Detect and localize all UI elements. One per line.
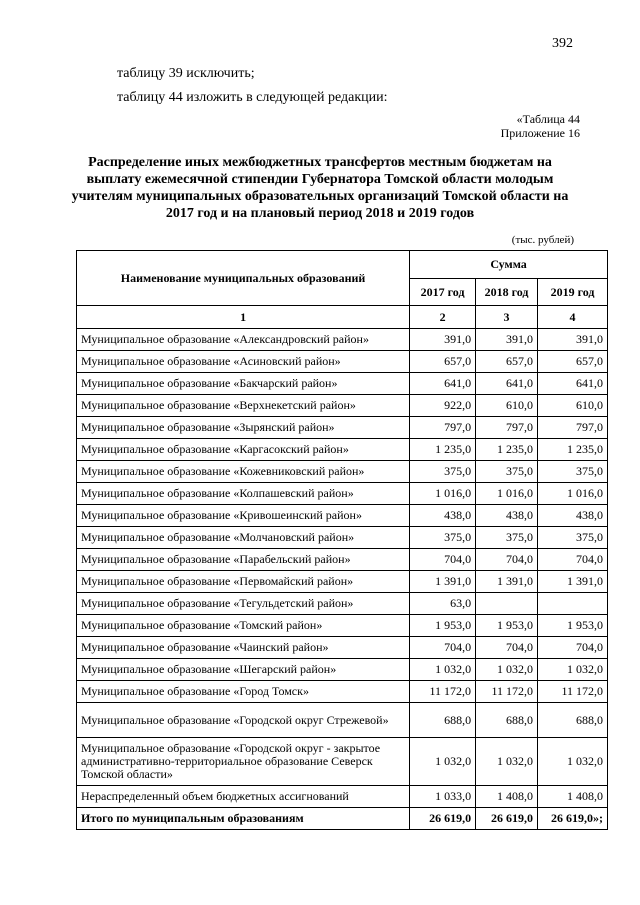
instruction-line-1: таблицу 39 исключить; [117, 66, 255, 81]
instruction-line-2: таблицу 44 изложить в следующей редакции: [117, 90, 388, 105]
row-value-2019: 391,0 [538, 329, 608, 351]
header-year-2018: 2018 год [476, 279, 538, 306]
table-caption [501, 112, 580, 140]
row-value-2017: 375,0 [410, 527, 476, 549]
row-value-2018: 1 953,0 [476, 615, 538, 637]
row-value-2019: 1 235,0 [538, 439, 608, 461]
row-value-2017: 1 033,0 [410, 786, 476, 808]
table-row [77, 351, 608, 373]
row-name: Муниципальное образование «Асиновский район» [77, 351, 410, 373]
table-label: «Таблица 44 [516, 112, 580, 126]
appendix-label: Приложение 16 [500, 126, 580, 140]
row-name: Муниципальное образование «Кожевниковский район» [77, 461, 410, 483]
table-row [77, 738, 608, 786]
header-year-2017: 2017 год [410, 279, 476, 306]
row-name: Муниципальное образование «Зырянский район» [77, 417, 410, 439]
row-value-2018: 375,0 [476, 461, 538, 483]
row-value-2019: 688,0 [538, 703, 608, 738]
row-name: Муниципальное образование «Каргасокский район» [77, 439, 410, 461]
row-value-2018: 704,0 [476, 549, 538, 571]
table-row [77, 417, 608, 439]
row-name: Нераспределенный объем бюджетных ассигнований [77, 786, 410, 808]
row-value-2017: 438,0 [410, 505, 476, 527]
table-row [77, 571, 608, 593]
table-body [77, 329, 608, 830]
row-value-2017: 657,0 [410, 351, 476, 373]
row-value-2018: 688,0 [476, 703, 538, 738]
row-value-2018: 1 408,0 [476, 786, 538, 808]
row-value-2018: 797,0 [476, 417, 538, 439]
table-row [77, 615, 608, 637]
table-row [77, 329, 608, 351]
row-name: Муниципальное образование «Чаинский район» [77, 637, 410, 659]
row-value-2017: 1 235,0 [410, 439, 476, 461]
row-name: Муниципальное образование «Кривошеинский район» [77, 505, 410, 527]
row-value-2017: 704,0 [410, 549, 476, 571]
table-row [77, 549, 608, 571]
table-row [77, 505, 608, 527]
row-name: Муниципальное образование «Томский район» [77, 615, 410, 637]
row-value-2019: 610,0 [538, 395, 608, 417]
row-value-2018: 704,0 [476, 637, 538, 659]
table-row [77, 637, 608, 659]
row-value-2019: 1 032,0 [538, 659, 608, 681]
table-row [77, 483, 608, 505]
row-name: Муниципальное образование «Первомайский район» [77, 571, 410, 593]
row-value-2018: 438,0 [476, 505, 538, 527]
row-value-2017: 704,0 [410, 637, 476, 659]
row-value-2019: 657,0 [538, 351, 608, 373]
row-value-2017: 375,0 [410, 461, 476, 483]
row-value-2019 [538, 593, 608, 615]
row-value-2017: 1 032,0 [410, 738, 476, 786]
col-number: 3 [476, 306, 538, 329]
row-name: Муниципальное образование «Александровский район» [77, 329, 410, 351]
table-row [77, 703, 608, 738]
header-sum: Сумма [410, 251, 608, 279]
row-value-2018: 1 235,0 [476, 439, 538, 461]
distribution-table [76, 250, 608, 830]
row-name: Муниципальное образование «Колпашевский район» [77, 483, 410, 505]
row-value-2017: 1 953,0 [410, 615, 476, 637]
col-number: 1 [77, 306, 410, 329]
row-value-2019: 1 032,0 [538, 738, 608, 786]
header-name: Наименование муниципальных образований [77, 251, 410, 306]
table-row [77, 395, 608, 417]
row-name: Муниципальное образование «Шегарский район» [77, 659, 410, 681]
row-name: Муниципальное образование «Парабельский район» [77, 549, 410, 571]
row-name: Муниципальное образование «Город Томск» [77, 681, 410, 703]
row-value-2019: 11 172,0 [538, 681, 608, 703]
row-value-2018: 610,0 [476, 395, 538, 417]
row-value-2017: 11 172,0 [410, 681, 476, 703]
row-name: Муниципальное образование «Верхнекетский район» [77, 395, 410, 417]
row-value-2019: 1 016,0 [538, 483, 608, 505]
row-value-2019: 438,0 [538, 505, 608, 527]
row-value-2017: 688,0 [410, 703, 476, 738]
row-value-2018: 657,0 [476, 351, 538, 373]
table-row [77, 786, 608, 808]
row-value-2019: 704,0 [538, 637, 608, 659]
row-name: Муниципальное образование «Тегульдетский район» [77, 593, 410, 615]
row-value-2017: 922,0 [410, 395, 476, 417]
row-value-2017: 797,0 [410, 417, 476, 439]
row-value-2018: 1 032,0 [476, 659, 538, 681]
col-number: 2 [410, 306, 476, 329]
row-name: Муниципальное образование «Городской округ - закрытое административно-территориальное образование Северск Томской области» [77, 738, 410, 786]
row-name: Муниципальное образование «Бакчарский район» [77, 373, 410, 395]
units-note: (тыс. рублей) [511, 234, 574, 246]
row-value-2018: 11 172,0 [476, 681, 538, 703]
row-value-2018: 391,0 [476, 329, 538, 351]
row-value-2018: 641,0 [476, 373, 538, 395]
row-name: Муниципальное образование «Городской округ Стрежевой» [77, 703, 410, 738]
row-value-2018: 1 391,0 [476, 571, 538, 593]
row-value-2018: 1 016,0 [476, 483, 538, 505]
row-value-2019: 704,0 [538, 549, 608, 571]
header-year-2019: 2019 год [538, 279, 608, 306]
row-value-2019: 375,0 [538, 461, 608, 483]
row-value-2017: 641,0 [410, 373, 476, 395]
table-row [77, 527, 608, 549]
table-row [77, 439, 608, 461]
total-2017: 26 619,0 [410, 808, 476, 830]
row-value-2017: 1 391,0 [410, 571, 476, 593]
row-value-2017: 1 016,0 [410, 483, 476, 505]
page-number: 392 [552, 36, 573, 51]
table-row [77, 659, 608, 681]
total-name: Итого по муниципальным образованиям [77, 808, 410, 830]
row-value-2017: 391,0 [410, 329, 476, 351]
table-row [77, 461, 608, 483]
document-title: Распределение иных межбюджетных трансфертов местным бюджетам на выплату ежемесячной стипендии Губернатора Томской области молодым учителям муниципальных образовательных организаций Томской области на 2017 год и на плановый период 2018 и 2019 годов [71, 155, 569, 221]
row-value-2018: 375,0 [476, 527, 538, 549]
table-row [77, 373, 608, 395]
total-2018: 26 619,0 [476, 808, 538, 830]
row-name: Муниципальное образование «Молчановский район» [77, 527, 410, 549]
total-2019: 26 619,0»; [538, 808, 608, 830]
row-value-2019: 1 953,0 [538, 615, 608, 637]
row-value-2019: 375,0 [538, 527, 608, 549]
total-row [77, 808, 608, 830]
row-value-2019: 1 408,0 [538, 786, 608, 808]
row-value-2019: 1 391,0 [538, 571, 608, 593]
col-number: 4 [538, 306, 608, 329]
row-value-2019: 641,0 [538, 373, 608, 395]
row-value-2017: 63,0 [410, 593, 476, 615]
table-row [77, 681, 608, 703]
row-value-2018 [476, 593, 538, 615]
row-value-2019: 797,0 [538, 417, 608, 439]
table-row [77, 593, 608, 615]
row-value-2018: 1 032,0 [476, 738, 538, 786]
row-value-2017: 1 032,0 [410, 659, 476, 681]
